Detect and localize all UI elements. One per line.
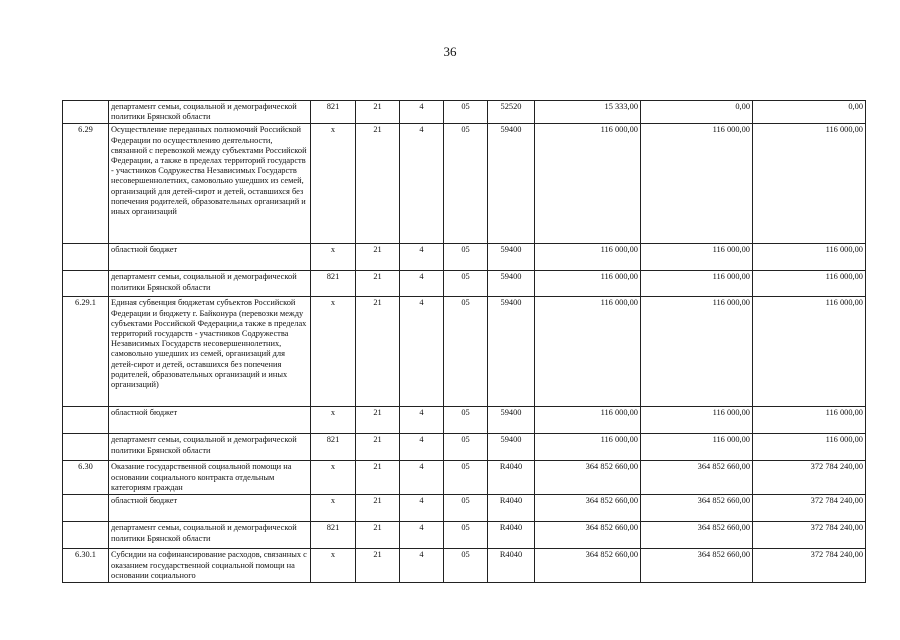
amount-year3-cell: 116 000,00 [753, 124, 866, 244]
table-row [63, 407, 866, 434]
amount-year3-cell: 116 000,00 [753, 271, 866, 297]
section-code-cell: 21 [356, 522, 400, 549]
row-number-cell [63, 244, 109, 271]
amount-year1-cell: 364 852 660,00 [535, 522, 641, 549]
row-name-cell: Единая субвенция бюджетам субъектов Российской Федерации и бюджету г. Байконура (перевозки между субъектами Российской Федерации,а также в пределах территорий государств - участников Содружества Независимых Государств несовершеннолетних, самовольно ушедших из семей, организаций для детей-сирот и детей, оставшихся без попечения родителей, образовательных организаций и иных организаций) [109, 297, 311, 407]
row-number-cell: 6.29 [63, 124, 109, 244]
amount-year1-cell: 116 000,00 [535, 434, 641, 461]
section-code-cell: 21 [356, 461, 400, 495]
table-row [63, 101, 866, 124]
program-code-cell: 4 [400, 101, 444, 124]
amount-year2-cell: 116 000,00 [641, 407, 753, 434]
amount-year2-cell: 0,00 [641, 101, 753, 124]
section-code-cell: 21 [356, 244, 400, 271]
program-code-cell: 4 [400, 407, 444, 434]
row-number-cell [63, 522, 109, 549]
grbs-code-cell: 821 [311, 271, 356, 297]
amount-year1-cell: 15 333,00 [535, 101, 641, 124]
direction-code-cell: R4040 [488, 461, 535, 495]
program-code-cell: 4 [400, 271, 444, 297]
grbs-code-cell: x [311, 461, 356, 495]
amount-year1-cell: 116 000,00 [535, 407, 641, 434]
row-number-cell [63, 101, 109, 124]
grbs-code-cell: x [311, 124, 356, 244]
table-row [63, 522, 866, 549]
grbs-code-cell: 821 [311, 101, 356, 124]
grbs-code-cell: x [311, 549, 356, 583]
table-row [63, 297, 866, 407]
subprogram-code-cell: 05 [444, 549, 488, 583]
program-code-cell: 4 [400, 244, 444, 271]
grbs-code-cell: 821 [311, 434, 356, 461]
table-row [63, 124, 866, 244]
program-code-cell: 4 [400, 124, 444, 244]
amount-year3-cell: 116 000,00 [753, 407, 866, 434]
direction-code-cell: R4040 [488, 549, 535, 583]
subprogram-code-cell: 05 [444, 124, 488, 244]
amount-year3-cell: 372 784 240,00 [753, 461, 866, 495]
subprogram-code-cell: 05 [444, 244, 488, 271]
row-number-cell [63, 495, 109, 522]
section-code-cell: 21 [356, 101, 400, 124]
amount-year2-cell: 364 852 660,00 [641, 495, 753, 522]
amount-year3-cell: 116 000,00 [753, 244, 866, 271]
grbs-code-cell: x [311, 297, 356, 407]
page-number: 36 [443, 44, 457, 59]
row-number-cell: 6.30 [63, 461, 109, 495]
grbs-code-cell: x [311, 244, 356, 271]
direction-code-cell: 59400 [488, 297, 535, 407]
amount-year2-cell: 364 852 660,00 [641, 549, 753, 583]
amount-year1-cell: 364 852 660,00 [535, 461, 641, 495]
subprogram-code-cell: 05 [444, 297, 488, 407]
amount-year1-cell: 116 000,00 [535, 124, 641, 244]
budget-table [62, 100, 866, 583]
table-body [63, 101, 866, 583]
section-code-cell: 21 [356, 407, 400, 434]
section-code-cell: 21 [356, 124, 400, 244]
subprogram-code-cell: 05 [444, 522, 488, 549]
program-code-cell: 4 [400, 297, 444, 407]
direction-code-cell: R4040 [488, 495, 535, 522]
amount-year2-cell: 116 000,00 [641, 244, 753, 271]
row-name-cell: областной бюджет [109, 244, 311, 271]
amount-year1-cell: 364 852 660,00 [535, 549, 641, 583]
table-row [63, 495, 866, 522]
section-code-cell: 21 [356, 434, 400, 461]
row-number-cell [63, 407, 109, 434]
direction-code-cell: 59400 [488, 271, 535, 297]
amount-year2-cell: 364 852 660,00 [641, 461, 753, 495]
section-code-cell: 21 [356, 271, 400, 297]
table-row [63, 549, 866, 583]
row-name-cell: Оказание государственной социальной помощи на основании социального контракта отдельным категориям граждан [109, 461, 311, 495]
subprogram-code-cell: 05 [444, 101, 488, 124]
amount-year1-cell: 116 000,00 [535, 271, 641, 297]
grbs-code-cell: 821 [311, 522, 356, 549]
amount-year1-cell: 116 000,00 [535, 297, 641, 407]
amount-year1-cell: 364 852 660,00 [535, 495, 641, 522]
direction-code-cell: 59400 [488, 407, 535, 434]
amount-year2-cell: 116 000,00 [641, 271, 753, 297]
direction-code-cell: R4040 [488, 522, 535, 549]
amount-year2-cell: 364 852 660,00 [641, 522, 753, 549]
program-code-cell: 4 [400, 495, 444, 522]
table-row [63, 271, 866, 297]
row-name-cell: Субсидии на софинансирование расходов, связанных с оказанием государственной социальной помощи на основании социального [109, 549, 311, 583]
row-name-cell: департамент семьи, социальной и демографической политики Брянской области [109, 101, 311, 124]
amount-year3-cell: 116 000,00 [753, 434, 866, 461]
program-code-cell: 4 [400, 461, 444, 495]
subprogram-code-cell: 05 [444, 407, 488, 434]
row-name-cell: департамент семьи, социальной и демографической политики Брянской области [109, 522, 311, 549]
amount-year1-cell: 116 000,00 [535, 244, 641, 271]
row-name-cell: Осуществление переданных полномочий Российской Федерации по осуществлению деятельности, связанной с перевозкой между субъектами Российской Федерации, а также в пределах территорий государств - участников Содружества Независимых Государств несовершеннолетних, самовольно ушедших из семей, организаций для детей-сирот и детей, оставшихся без попечения родителей, образовательных организаций и иных организаций [109, 124, 311, 244]
table-row [63, 461, 866, 495]
row-number-cell: 6.30.1 [63, 549, 109, 583]
grbs-code-cell: x [311, 407, 356, 434]
subprogram-code-cell: 05 [444, 271, 488, 297]
direction-code-cell: 59400 [488, 244, 535, 271]
amount-year3-cell: 372 784 240,00 [753, 495, 866, 522]
row-name-cell: областной бюджет [109, 407, 311, 434]
amount-year2-cell: 116 000,00 [641, 434, 753, 461]
amount-year3-cell: 0,00 [753, 101, 866, 124]
section-code-cell: 21 [356, 549, 400, 583]
table-row [63, 434, 866, 461]
direction-code-cell: 59400 [488, 434, 535, 461]
direction-code-cell: 52520 [488, 101, 535, 124]
amount-year2-cell: 116 000,00 [641, 297, 753, 407]
program-code-cell: 4 [400, 549, 444, 583]
subprogram-code-cell: 05 [444, 434, 488, 461]
program-code-cell: 4 [400, 434, 444, 461]
row-name-cell: областной бюджет [109, 495, 311, 522]
row-number-cell: 6.29.1 [63, 297, 109, 407]
amount-year3-cell: 372 784 240,00 [753, 522, 866, 549]
grbs-code-cell: x [311, 495, 356, 522]
row-number-cell [63, 434, 109, 461]
amount-year2-cell: 116 000,00 [641, 124, 753, 244]
row-name-cell: департамент семьи, социальной и демографической политики Брянской области [109, 434, 311, 461]
direction-code-cell: 59400 [488, 124, 535, 244]
amount-year3-cell: 372 784 240,00 [753, 549, 866, 583]
subprogram-code-cell: 05 [444, 495, 488, 522]
program-code-cell: 4 [400, 522, 444, 549]
row-name-cell: департамент семьи, социальной и демографической политики Брянской области [109, 271, 311, 297]
row-number-cell [63, 271, 109, 297]
section-code-cell: 21 [356, 495, 400, 522]
section-code-cell: 21 [356, 297, 400, 407]
table-row [63, 244, 866, 271]
amount-year3-cell: 116 000,00 [753, 297, 866, 407]
subprogram-code-cell: 05 [444, 461, 488, 495]
